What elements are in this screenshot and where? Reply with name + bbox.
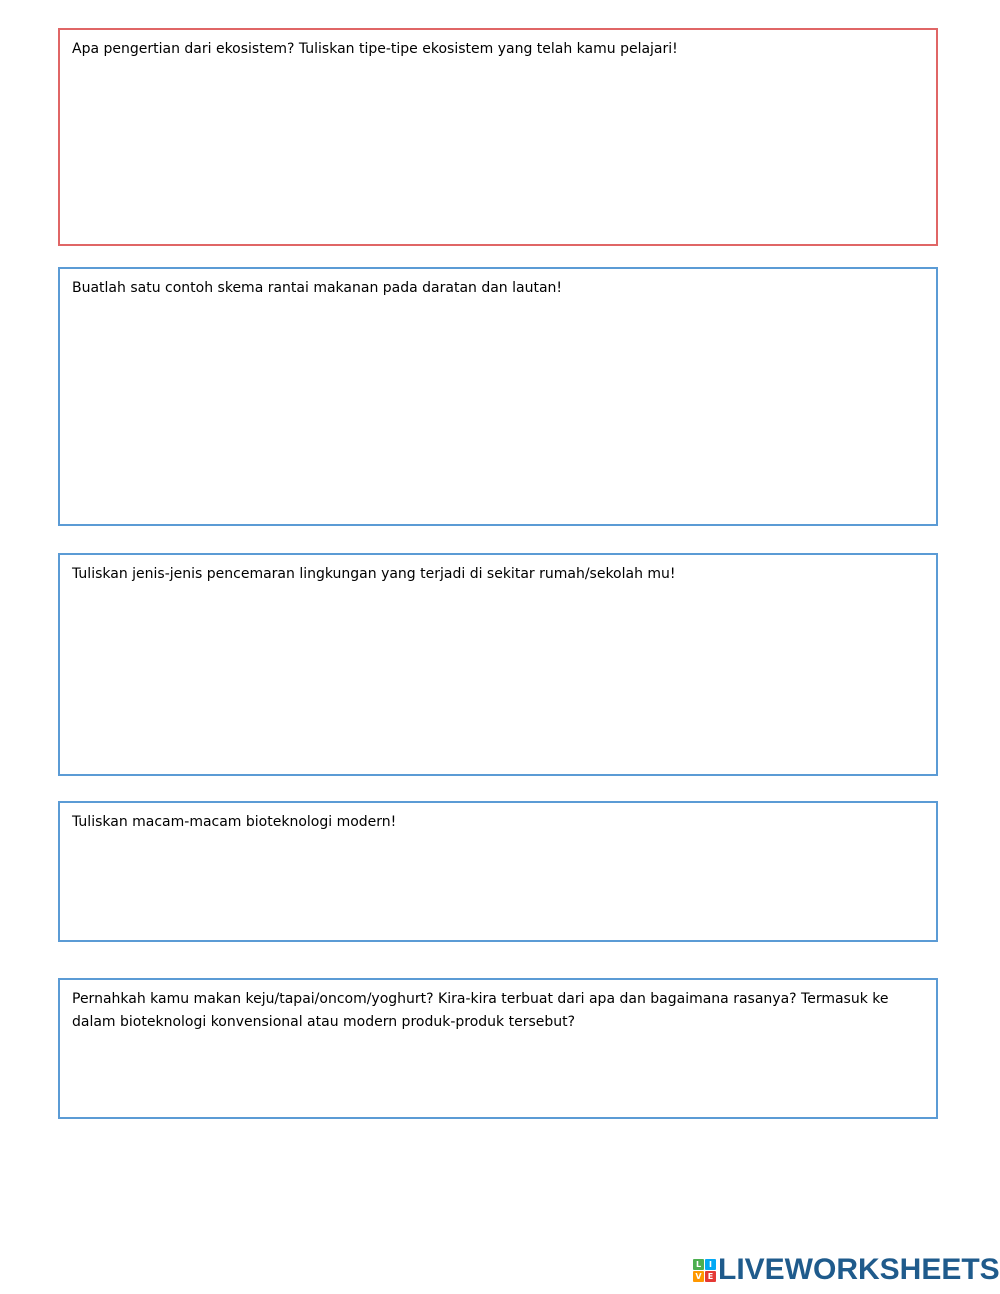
logo-letter-v: V	[693, 1271, 704, 1282]
logo-letter-i: I	[705, 1259, 716, 1270]
question-text-3: Tuliskan jenis-jenis pencemaran lingkungan yang terjadi di sekitar rumah/sekolah mu!	[72, 566, 676, 582]
answer-field-3[interactable]	[72, 595, 924, 764]
logo-letter-l: L	[693, 1259, 704, 1270]
answer-field-4[interactable]	[72, 843, 924, 930]
question-text-2: Buatlah satu contoh skema rantai makanan pada daratan dan lautan!	[72, 280, 563, 296]
question-text-4: Tuliskan macam-macam bioteknologi modern!	[72, 814, 397, 830]
logo-wordmark: LIVEWORKSHEETS	[718, 1253, 1000, 1286]
liveworksheets-logo	[693, 1254, 1000, 1286]
logo-mark-icon	[693, 1259, 716, 1282]
question-text-1: Apa pengertian dari ekosistem? Tuliskan tipe-tipe ekosistem yang telah kamu pelajari!	[72, 41, 678, 57]
question-box-2	[58, 267, 938, 526]
question-box-5	[58, 978, 938, 1119]
question-box-4	[58, 801, 938, 942]
question-box-1	[58, 28, 938, 246]
question-text-5: Pernahkah kamu makan keju/tapai/oncom/yoghurt? Kira-kira terbuat dari apa dan bagaimana rasanya? Termasuk ke dalam bioteknologi konvensional atau modern produk-produk tersebut?	[72, 991, 889, 1030]
answer-field-2[interactable]	[72, 309, 924, 514]
logo-letter-e: E	[705, 1271, 716, 1282]
answer-field-1[interactable]	[72, 70, 924, 234]
question-box-3	[58, 553, 938, 776]
answer-field-5[interactable]	[72, 1042, 924, 1107]
